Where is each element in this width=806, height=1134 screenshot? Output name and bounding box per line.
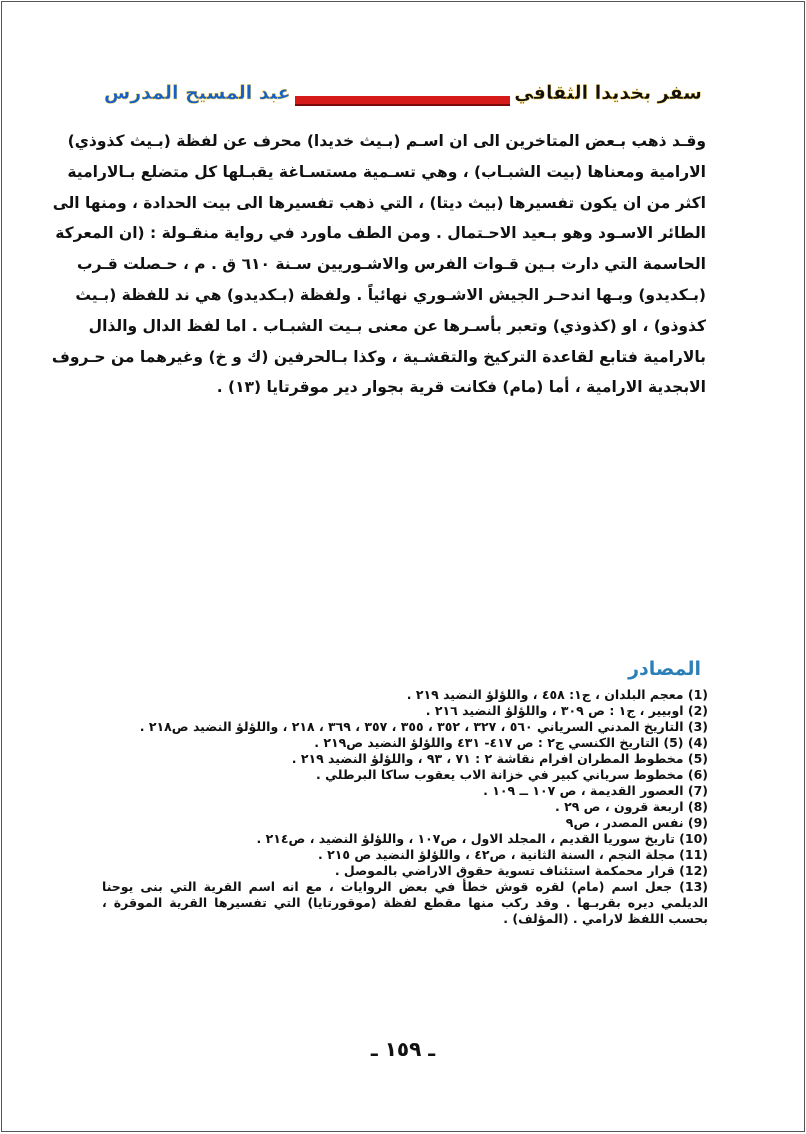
source-item: (8) اربعة قرون ، ص ٢٩ . [554,799,708,814]
header-book-title: سفر بخديدا الثقافي [510,79,706,109]
body-line: الطائر الاسـود وهو بـعيد الاحـتمال . ومن الطف ماورد في رواية منقـولة : (ان المعركة [55,224,706,243]
sources-list [102,687,708,927]
source-item: (12) قرار محمكمة استئناف تسوية حقوق الاراضي بالموصل . [334,863,708,878]
source-item: (3) التاريخ المدني السرياني ٥٦٠ ، ٣٢٧ ، ٣٥٢ ، ٣٥٥ ، ٣٥٧ ، ٣٦٩ ، ٢١٨ ، واللؤلؤ النضيد ص٢١٨ . [139,719,708,734]
source-item: (4) (5) التاريخ الكنسي ج٢ : ص ٤١٧- ٤٣١ واللؤلؤ النضيد ص٢١٩ . [314,735,708,750]
sources-heading: المصادر [628,658,701,680]
body-line: الابجدية الارامية ، أما (مام) فكانت قرية بجوار دير موقرتايا (١٣) . [216,378,706,397]
source-item: (1) معجم البلدان ، ج١: ٤٥٨ ، واللؤلؤ النضيد ٢١٩ . [406,687,708,702]
body-line: (بـكديدو) وبـها اندحـر الجيش الاشـوري نهائياً . ولفظة (بـكديدو) هي ند للفظة (بـيث [75,285,706,304]
body-line: الارامية ومعناها (بيت الشبـاب) ، وهي تسـمية مستسـاغة يقبـلها كل متضلع بـالارامية [67,162,706,181]
source-item: (9) نفس المصدر ، ص٩ [565,815,708,830]
source-item: (10) تاريخ سوريا القديم ، المجلد الاول ، ص١٠٧ ، واللؤلؤ النضيد ، ص٢١٤ . [256,831,708,846]
body-line: كذوذو) ، او (كذوذي) وتعبر بأسـرها عن معنى بـيت الشبـاب . اما لفظ الدال والذال [88,316,706,335]
body-line: الحاسمة التي دارت بـين قـوات الفرس والاشـوريين سـنة ٦١٠ ق . م ، حـصلت قـرب [77,255,706,274]
body-line: اكثر من ان يكون تفسيرها (بيث ديتا) ، التي ذهب تفسيرها الى بيت الحدادة ، ومنها الى [52,193,706,212]
body-line: بالارامية فتابع لقاعدة التركيخ والتقشـية ، وكذا بـالحرفين (ك و خ) وغيرهما من حـروف [51,347,706,366]
running-header [100,79,706,111]
source-item: (6) مخطوط سرياني كبير في خزانة الاب يعقوب ساكا البرطلي . [316,767,708,782]
source-item: (13) جعل اسم (مام) لقره قوش خطأ في بعض الروايات ، مع انه اسم القرية التي بنى يوحنا الديلمي ديره بقربـها . وقد ركب منها مقطع لفظة (موقورتايا) التي تفسيرها القرية الموقرة ، بحسب اللفظ لارامي . (المؤلف) . [102,879,708,926]
body-line: وقـد ذهب بـعض المتاخرين الى ان اسـم (بـيث خديدا) محرف عن لفظة (بـيث كذوذي) [67,132,706,150]
source-item: (11) مجلة النجم ، السنة الثانية ، ص٤٢ ، واللؤلؤ النضيد ص ٢١٥ . [318,847,708,862]
source-item: (5) مخطوط المطران افرام نقاشة ٢ : ٧١ ، ٩٣ ، واللؤلؤ النضيد ٢١٩ . [291,751,708,766]
document-page [1,1,805,1132]
page-number: ـ ١٥٩ ـ [370,1037,436,1061]
header-author: عبد المسيح المدرس [100,79,295,109]
source-item: (2) اوبيير ، ج١ : ص ٣٠٩ ، واللؤلؤ النضيد ٢١٦ . [425,703,708,718]
source-item: (7) العصور القديمة ، ص ١٠٧ ــ ١٠٩ . [483,783,708,798]
body-paragraph [51,126,706,403]
